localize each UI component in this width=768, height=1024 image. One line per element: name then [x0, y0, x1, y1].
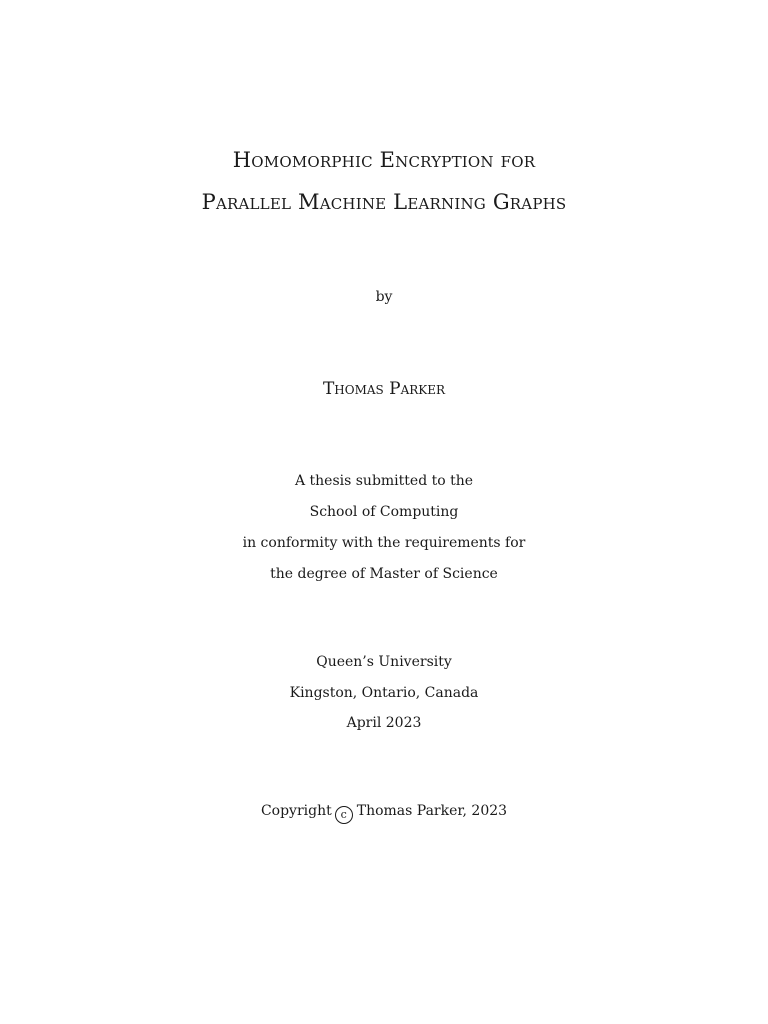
thesis-title-line-2: Parallel Machine Learning Graphs	[201, 190, 567, 214]
submission-line-3: in conformity with the requirements for	[242, 535, 526, 551]
author-name: Thomas Parker	[322, 379, 446, 399]
copyright-icon: c	[335, 806, 353, 824]
university-name: Queen’s University	[316, 654, 452, 670]
copyright-holder: Thomas Parker, 2023	[356, 803, 508, 819]
university-location: Kingston, Ontario, Canada	[289, 685, 479, 701]
submission-line-4: the degree of Master of Science	[270, 566, 498, 582]
thesis-title-line-1: Homomorphic Encryption for	[232, 148, 536, 172]
by-label: by	[375, 289, 393, 305]
submission-date: April 2023	[346, 715, 422, 731]
submission-line-2: School of Computing	[309, 504, 459, 520]
copyright-notice	[0, 804, 768, 824]
copyright-prefix: Copyright	[260, 803, 332, 819]
submission-line-1: A thesis submitted to the	[294, 473, 474, 489]
